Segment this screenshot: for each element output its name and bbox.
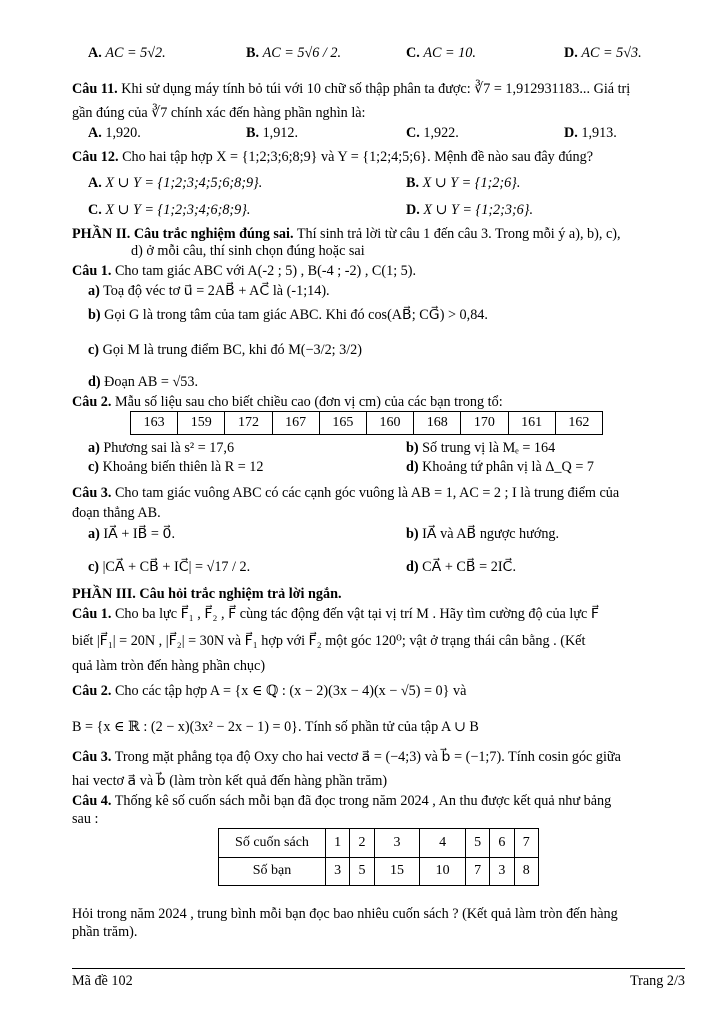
p2-c1-c: c) Gọi M là trung điểm BC, khi đó M(−3/2; 3/2) <box>88 342 363 358</box>
q11-stem-line1: Câu 11. Khi sử dụng máy tính bỏ túi với 10 chữ số thập phân ta được: ∛7 = 1,912931183... Giá trị <box>72 81 631 97</box>
height-cell: 159 <box>178 412 225 435</box>
books-cell: 1 <box>326 829 350 858</box>
p3-c4-question-line1: Hỏi trong năm 2024 , trung bình mỗi bạn đọc bao nhiêu cuốn sách ? (Kết quả làm tròn đến hàng <box>72 906 618 922</box>
students-cell: 5 <box>350 857 374 886</box>
students-cell: 3 <box>490 857 514 886</box>
p2-c3-stem-line2: đoạn thẳng AB. <box>72 505 161 521</box>
height-cell: 170 <box>461 412 508 435</box>
p2-c1-stem: Câu 1. Cho tam giác ABC với A(-2 ; 5) , B(-4 ; -2) , C(1; 5). <box>72 263 417 279</box>
p3-c3-line2: hai vectơ a⃗ và b⃗ (làm tròn kết quả đến hàng phần trăm) <box>72 773 388 789</box>
p3-c4-question-line2: phần trăm). <box>72 924 138 940</box>
p3-c1-line1: Câu 1. Cho ba lực F⃗₁ , F⃗₂ , F⃗ cùng tác động đến vật tại vị trí M . Hãy tìm cường độ của lực F⃗ <box>72 606 600 622</box>
p2-c2-b: b) Số trung vị là Mₑ = 164 <box>406 440 556 456</box>
height-cell: 168 <box>414 412 461 435</box>
footer-rule <box>72 968 685 969</box>
books-row-students <box>219 857 539 886</box>
q12-stem: Câu 12. Cho hai tập hợp X = {1;2;3;6;8;9} và Y = {1;2;4;5;6}. Mệnh đề nào sau đây đúng? <box>72 149 593 165</box>
books-table <box>218 828 539 886</box>
part2-heading: PHẦN II. Câu trắc nghiệm đúng sai. Thí sinh trả lời từ câu 1 đến câu 3. Trong mỗi ý a), b), c), <box>72 226 621 242</box>
p2-c2-stem: Câu 2. Mẫu số liệu sau cho biết chiều cao (đơn vị cm) của các bạn trong tổ: <box>72 394 503 410</box>
books-cell: 6 <box>490 829 514 858</box>
students-cell: 15 <box>374 857 420 886</box>
p2-c3-a: a) IA⃗ + IB⃗ = 0⃗. <box>88 526 176 542</box>
height-cell: 160 <box>366 412 413 435</box>
p2-c1-a: a) Toạ độ véc tơ u⃗ = 2AB⃗ + AC⃗ là (-1;14). <box>88 283 330 299</box>
books-cell: 2 <box>350 829 374 858</box>
p3-c4-line1: Câu 4. Thống kê số cuốn sách mỗi bạn đã đọc trong năm 2024 , An thu được kết quả như bảng <box>72 793 612 809</box>
q12-option-c: C. X ∪ Y = {1;2;3;4;6;8;9}. <box>88 202 251 218</box>
q12-option-d: D. X ∪ Y = {1;2;3;6}. <box>406 202 533 218</box>
q11-option-d: D. 1,913. <box>564 125 617 141</box>
height-cell: 167 <box>272 412 319 435</box>
p3-c2-line1: Câu 2. Cho các tập hợp A = {x ∈ ℚ : (x − 2)(3x − 4)(x − √5) = 0} và <box>72 683 467 699</box>
p3-c3-line1: Câu 3. Trong mặt phẳng tọa độ Oxy cho hai vectơ a⃗ = (−4;3) và b⃗ = (−1;7). Tính cosin góc giữa <box>72 749 621 765</box>
p3-c2-line2: B = {x ∈ ℝ : (2 − x)(3x² − 2x − 1) = 0}. Tính số phần tử của tập A ∪ B <box>72 719 479 735</box>
students-cell: 3 <box>326 857 350 886</box>
students-cell: 8 <box>514 857 538 886</box>
p3-c4-line2: sau : <box>72 811 99 827</box>
books-cell: 5 <box>465 829 489 858</box>
books-cell: 7 <box>514 829 538 858</box>
p3-c1-line3: quả làm tròn đến hàng phần chục) <box>72 658 266 674</box>
q11-stem-line2: gần đúng của ∛7 chính xác đến hàng phần nghìn là: <box>72 105 366 121</box>
p2-c1-d: d) Đoạn AB = √53. <box>88 374 198 390</box>
q10-option-d: D. AC = 5√3. <box>564 45 642 61</box>
q11-option-c: C. 1,922. <box>406 125 459 141</box>
height-cell: 172 <box>225 412 272 435</box>
p2-c3-b: b) IA⃗ và AB⃗ ngược hướng. <box>406 526 560 542</box>
q11-option-b: B. 1,912. <box>246 125 299 141</box>
footer-left: Mã đề 102 <box>72 973 133 989</box>
p3-c1-line2: biết |F⃗₁| = 20N , |F⃗₂| = 30N và F⃗₁ hợp với F⃗₂ một góc 120⁰; vật ở trạng thái cân bằng . (Kết <box>72 633 586 649</box>
q10-option-c: C. AC = 10. <box>406 45 476 61</box>
part3-heading: PHẦN III. Câu hỏi trắc nghiệm trả lời ngắn. <box>72 586 342 602</box>
heights-table <box>130 411 603 435</box>
q11-option-a: A. 1,920. <box>88 125 141 141</box>
students-cell: 7 <box>465 857 489 886</box>
height-cell: 163 <box>131 412 178 435</box>
p2-c2-c: c) Khoảng biến thiên là R = 12 <box>88 459 264 475</box>
students-cell: 10 <box>420 857 466 886</box>
height-cell: 162 <box>555 412 602 435</box>
height-cell: 165 <box>319 412 366 435</box>
q10-option-b: B. AC = 5√6 / 2. <box>246 45 342 61</box>
p2-c3-d: d) CA⃗ + CB⃗ = 2IC⃗. <box>406 559 516 575</box>
books-row-count-header: Số cuốn sách <box>219 829 326 858</box>
q12-option-b: B. X ∪ Y = {1;2;6}. <box>406 175 521 191</box>
part2-intro-line2: d) ở mỗi câu, thí sinh chọn đúng hoặc sai <box>131 243 365 259</box>
heights-row <box>131 412 603 435</box>
p2-c2-a: a) Phương sai là s² = 17,6 <box>88 440 235 456</box>
books-row-count <box>219 829 539 858</box>
books-cell: 4 <box>420 829 466 858</box>
books-cell: 3 <box>374 829 420 858</box>
q10-option-a: A. AC = 5√2. <box>88 45 166 61</box>
p2-c2-d: d) Khoảng tứ phân vị là Δ_Q = 7 <box>406 459 594 475</box>
p2-c1-b: b) Gọi G là trong tâm của tam giác ABC. Khi đó cos(AB⃗; CG⃗) > 0,84. <box>88 307 488 323</box>
height-cell: 161 <box>508 412 555 435</box>
books-row-students-header: Số bạn <box>219 857 326 886</box>
footer-right: Trang 2/3 <box>629 973 685 989</box>
q12-option-a: A. X ∪ Y = {1;2;3;4;5;6;8;9}. <box>88 175 263 191</box>
p2-c3-c: c) |CA⃗ + CB⃗ + IC⃗| = √17 / 2. <box>88 559 251 575</box>
p2-c3-stem-line1: Câu 3. Cho tam giác vuông ABC có các cạnh góc vuông là AB = 1, AC = 2 ; I là trung điểm của <box>72 485 620 501</box>
